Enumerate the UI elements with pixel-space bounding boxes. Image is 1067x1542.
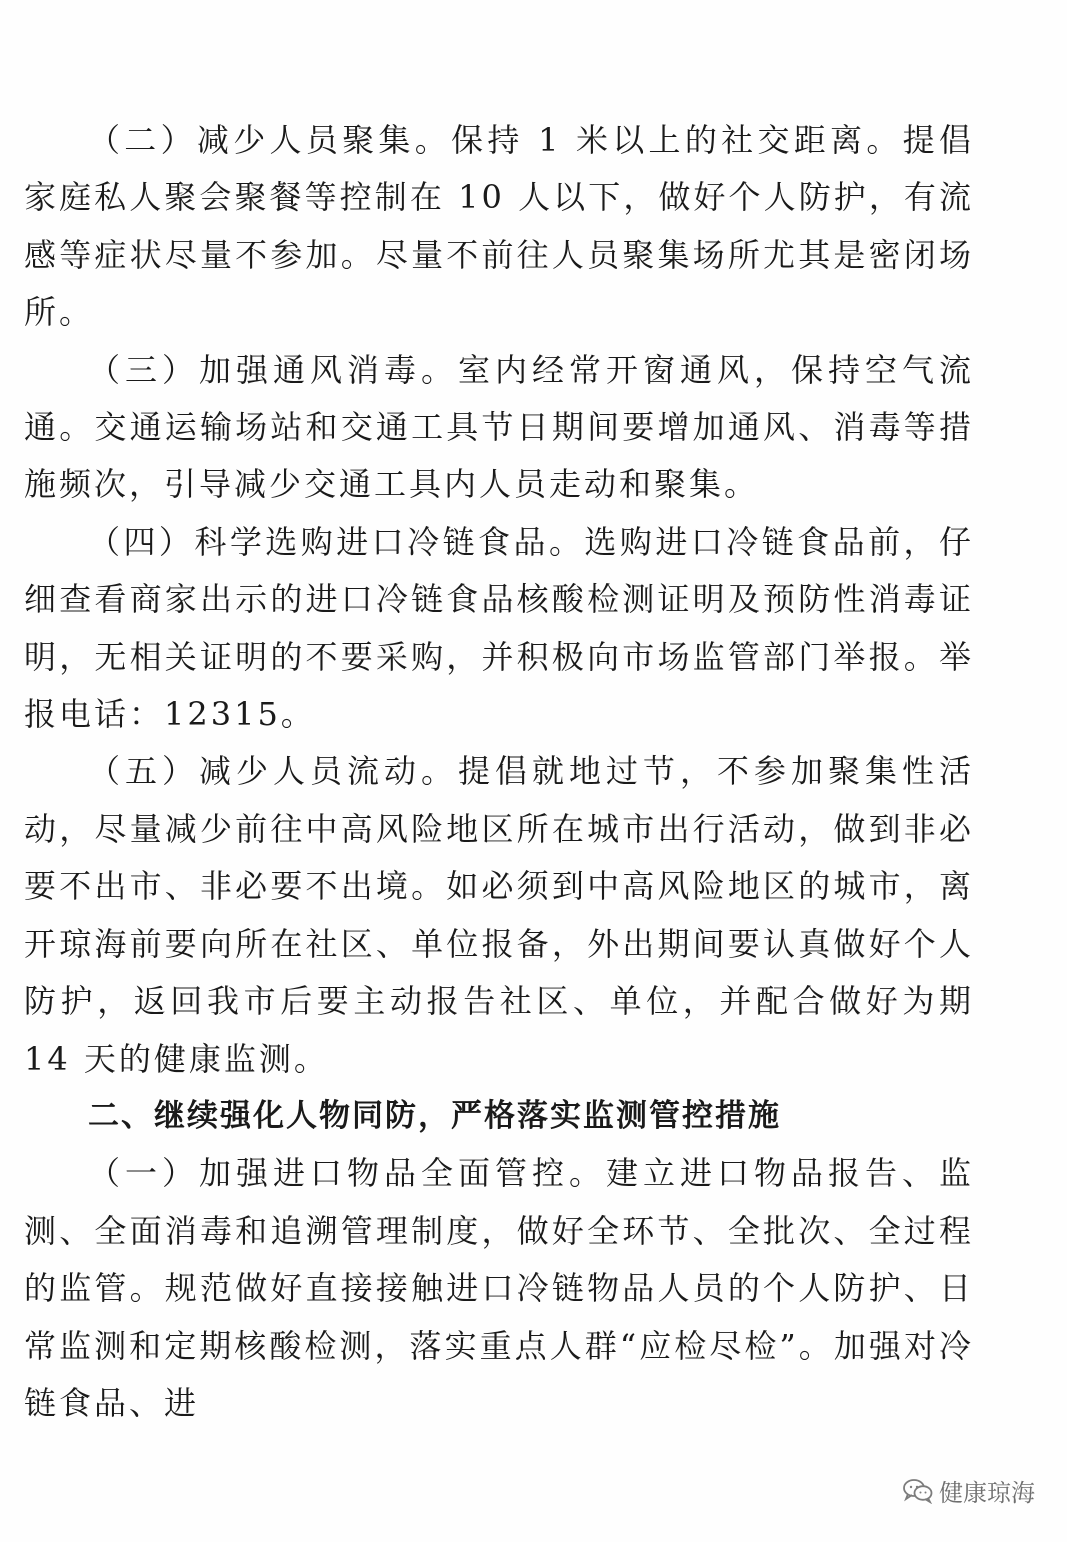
paragraph-import-goods-control: （一）加强进口物品全面管控。建立进口物品报告、监测、全面消毒和追溯管理制度，做好全环节、全批次、全过程的监管。规范做好直接接触进口冷链物品人员的个人防护、日常监测和定期核酸检测，落实重点人群“应检尽检”。加强对冷链食品、进 xyxy=(24,1154,974,1422)
paragraph-reduce-mobility: （五）减少人员流动。提倡就地过节，不参加聚集性活动，尽量减少前往中高风险地区所在城市出行活动，做到非必要不出市、非必要不出境。如必须到中高风险地区的城市，离开琼海前要向所在社区、单位报备，外出期间要认真做好个人防护，返回我市后要主动报告社区、单位，并配合做好为期 14 天的健康监测。 xyxy=(24,752,974,1078)
section-heading: 二、继续强化人物同防，严格落实监测管控措施 xyxy=(88,1097,781,1134)
document-body xyxy=(24,112,974,1432)
paragraph-reduce-gatherings: （二）减少人员聚集。保持 1 米以上的社交距离。提倡家庭私人聚会聚餐等控制在 10 人以下，做好个人防护，有流感等症状尽量不参加。尽量不前往人员聚集场所尤其是密闭场所。 xyxy=(24,121,974,332)
paragraph-ventilation-disinfection: （三）加强通风消毒。室内经常开窗通风，保持空气流通。交通运输场站和交通工具节日期间要增加通风、消毒等措施频次，引导减少交通工具内人员走动和聚集。 xyxy=(24,350,974,504)
watermark-label: 健康琼海 xyxy=(939,1479,1035,1507)
paragraph-cold-chain-food: （四）科学选购进口冷链食品。选购进口冷链食品前，仔细查看商家出示的进口冷链食品核酸检测证明及预防性消毒证明，无相关证明的不要采购，并积极向市场监管部门举报。举报电话：12315。 xyxy=(24,522,974,734)
wechat-icon xyxy=(903,1478,933,1504)
watermark xyxy=(903,1473,1035,1508)
